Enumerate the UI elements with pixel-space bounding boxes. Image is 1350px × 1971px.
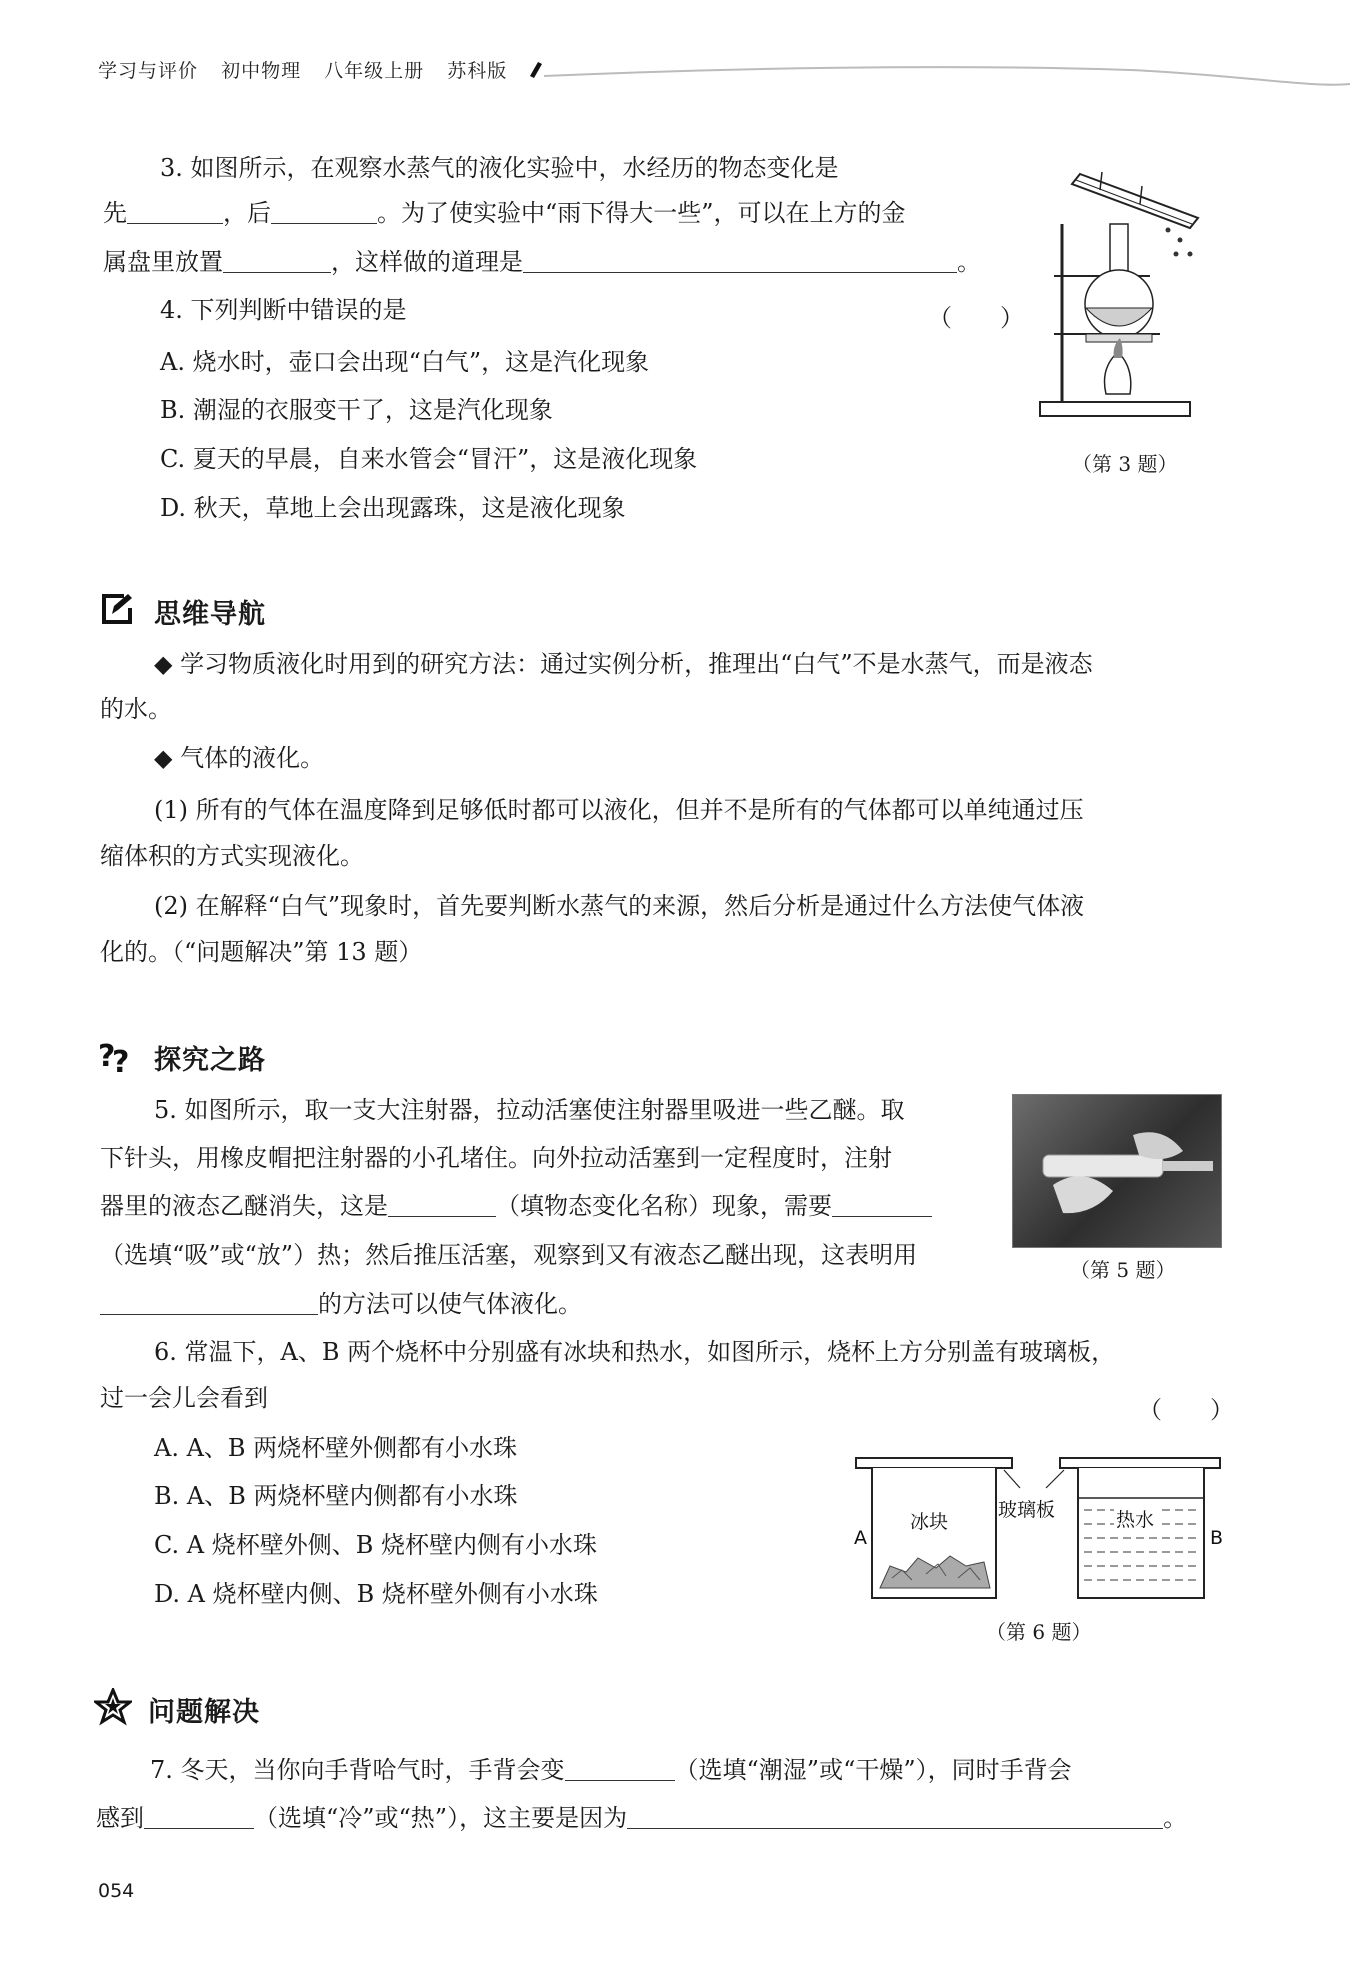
q5-caption: （第 5 题）	[1070, 1258, 1176, 1282]
fig-label-glass-plate: 玻璃板	[998, 1499, 1056, 1521]
q5-syringe-photo	[1012, 1094, 1222, 1248]
header-edition: 苏科版	[447, 60, 508, 82]
q6-option-a[interactable]: A. A、B 两烧杯壁外侧都有小水珠	[154, 1434, 518, 1462]
svg-text:?: ?	[98, 1039, 116, 1074]
thinking-p1-line1: ◆ 学习物质液化时用到的研究方法：通过实例分析，推理出“白气”不是水蒸气，而是液态	[154, 650, 1093, 678]
thinking-p3-line2: 缩体积的方式实现液化。	[100, 842, 364, 870]
header-pen-line	[530, 58, 1350, 88]
thinking-p3-line1: (1) 所有的气体在温度降到足够低时都可以液化，但并不是所有的气体都可以单纯通过压	[154, 796, 1084, 824]
thinking-p2: ◆ 气体的液化。	[154, 744, 325, 772]
answer-blank[interactable]	[271, 201, 377, 224]
q4-option-b[interactable]: B. 潮湿的衣服变干了，这是汽化现象	[160, 396, 553, 424]
q4-stem: 4. 下列判断中错误的是	[160, 296, 407, 324]
thinking-p4-line1: (2) 在解释“白气”现象时，首先要判断水蒸气的来源，然后分析是通过什么方法使气体液	[154, 892, 1085, 920]
q3-line2: 先 ，后 。为了使实验中“雨下得大一些”，可以在上方的金	[103, 199, 906, 227]
q3-line1: 3. 如图所示，在观察水蒸气的液化实验中，水经历的物态变化是	[160, 154, 839, 182]
q5-line1: 5. 如图所示，取一支大注射器，拉动活塞使注射器里吸进一些乙醚。取	[154, 1096, 905, 1124]
answer-blank[interactable]	[832, 1194, 932, 1217]
fig-label-a: A	[854, 1527, 867, 1549]
answer-blank[interactable]	[388, 1194, 496, 1217]
q6-beakers-figure	[846, 1448, 1226, 1608]
q3-caption: （第 3 题）	[1072, 452, 1178, 476]
section-title-thinking: 思维导航	[154, 599, 266, 630]
q5-line4: （选填“吸”或“放”）热；然后推压活塞，观察到又有液态乙醚出现，这表明用	[100, 1241, 918, 1269]
thinking-p1-line2: 的水。	[100, 695, 172, 723]
answer-blank[interactable]	[223, 250, 331, 273]
section-title-solve: 问题解决	[148, 1697, 260, 1728]
page-header	[98, 56, 523, 83]
header-grade: 八年级上册	[324, 60, 425, 82]
q6-caption: （第 6 题）	[986, 1620, 1092, 1644]
q5-line3: 器里的液态乙醚消失，这是 （填物态变化名称）现象，需要	[100, 1194, 932, 1218]
fig-label-b: B	[1210, 1527, 1224, 1549]
answer-blank[interactable]	[144, 1806, 254, 1829]
q7-line1: 7. 冬天，当你向手背哈气时，手背会变 （选填“潮湿”或“干燥”），同时手背会	[150, 1756, 1072, 1784]
q7-line2: 感到 （选填“冷”或“热”），这主要是因为 。	[96, 1804, 1188, 1832]
q6-line1: 6. 常温下，A、B 两个烧杯中分别盛有冰块和热水，如图所示，烧杯上方分别盖有玻璃板，	[154, 1338, 1116, 1366]
answer-blank[interactable]	[100, 1292, 318, 1315]
star-icon	[94, 1688, 132, 1726]
answer-blank[interactable]	[565, 1758, 675, 1781]
page-number: 054	[98, 1880, 135, 1902]
q4-answer-paren[interactable]: （ ）	[928, 304, 1024, 332]
fig-label-hot-water: 热水	[1116, 1509, 1155, 1531]
answer-blank[interactable]	[523, 250, 957, 273]
header-book: 学习与评价	[98, 60, 199, 82]
q5-line2: 下针头，用橡皮帽把注射器的小孔堵住。向外拉动活塞到一定程度时，注射	[100, 1144, 892, 1172]
question-marks-icon	[98, 1036, 138, 1076]
answer-blank[interactable]	[127, 201, 223, 224]
q4-option-d[interactable]: D. 秋天，草地上会出现露珠，这是液化现象	[160, 494, 626, 522]
q4-option-a[interactable]: A. 烧水时，壶口会出现“白气”，这是汽化现象	[160, 348, 650, 376]
thinking-p4-line2: 化的。（“问题解决”第 13 题）	[100, 938, 423, 966]
q6-line2: 过一会儿会看到	[100, 1384, 268, 1412]
fig-label-ice: 冰块	[910, 1511, 949, 1533]
q6-answer-paren[interactable]: （ ）	[1138, 1396, 1234, 1424]
q3-line3: 属盘里放置 ，这样做的道理是 。	[103, 248, 981, 276]
q3-apparatus-figure	[1030, 158, 1210, 438]
answer-blank[interactable]	[627, 1806, 1163, 1829]
pencil-square-icon	[100, 592, 134, 626]
q4-option-c[interactable]: C. 夏天的早晨，自来水管会“冒汗”，这是液化现象	[160, 445, 698, 473]
q5-line5: 的方法可以使气体液化。	[100, 1292, 582, 1316]
header-level: 初中物理	[221, 60, 302, 82]
section-title-explore: 探究之路	[154, 1045, 266, 1076]
q6-option-c[interactable]: C. A 烧杯壁外侧、B 烧杯壁内侧有小水珠	[154, 1531, 597, 1559]
q6-option-b[interactable]: B. A、B 两烧杯壁内侧都有小水珠	[154, 1482, 518, 1510]
svg-text:?: ?	[112, 1045, 130, 1076]
q6-option-d[interactable]: D. A 烧杯壁内侧、B 烧杯壁外侧有小水珠	[154, 1580, 598, 1608]
